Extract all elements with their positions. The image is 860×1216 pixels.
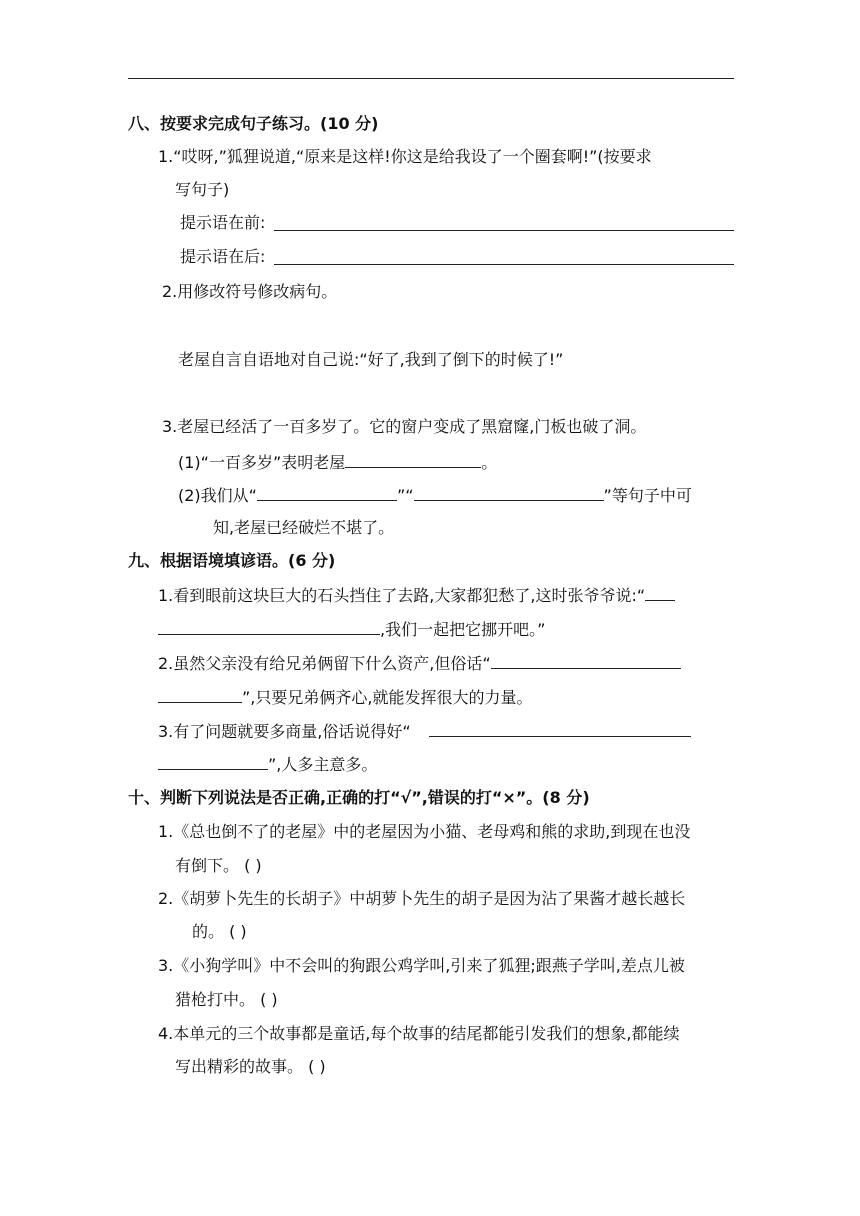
s10-q2-line2: 的。 ( ) [192,922,247,941]
section-10-title: 十、判断下列说法是否正确,正确的打“√”,错误的打“×”。(8 分) [128,788,590,807]
s8-q1-front-label: 提示语在前: [180,213,266,232]
s9-q2-text: 2.虽然父亲没有给兄弟俩留下什么资产,但俗话“ [158,654,491,673]
s10-q4-line2: 写出精彩的故事。 ( ) [175,1057,326,1076]
s9-q1-blank-start[interactable] [645,584,675,601]
s8-q3-2-blank-1[interactable] [257,484,397,501]
s9-q3-text: 3.有了问题就要多商量,俗话说得好“ [158,722,411,741]
s9-q1-end: ,我们一起把它挪开吧。” [380,620,546,639]
s9-q3-end: ”,人多主意多。 [268,755,378,774]
section-8-title: 八、按要求完成句子练习。(10 分) [128,114,379,133]
s8-q1-back-answer-line[interactable] [274,264,734,265]
s8-q1-front-answer-line[interactable] [274,230,734,231]
s8-q3-2-text-c: ”等句子中可 [603,486,692,505]
s9-q1-blank-cont[interactable] [158,618,380,635]
section-9-title: 九、根据语境填谚语。(6 分) [128,551,336,570]
s8-q3-1-text: (1)“一百多岁”表明老屋 [178,453,346,472]
s9-q3-line2 [158,753,377,776]
s9-q1-text: 1.看到眼前这块巨大的石头挡住了去路,大家都犯愁了,这时张爷爷说:“ [158,586,646,605]
s9-q2-end: ”,只要兄弟俩齐心,就能发挥很大的力量。 [242,688,533,707]
s9-q3-line1 [158,720,691,743]
s8-q3-2 [178,484,692,507]
s8-q3-2-text-b: ”“ [396,486,414,505]
top-rule [128,78,734,79]
s10-q1-line2: 有倒下。 ( ) [175,856,262,875]
s8-q1-back-label: 提示语在后: [180,247,266,266]
s9-q2-line1 [158,652,681,675]
s8-q3-1 [178,451,497,474]
s10-q3-line2: 猎枪打中。 ( ) [175,990,278,1009]
s8-q1-line1: 1.“哎呀,”狐狸说道,“原来是这样!你这是给我设了一个圈套啊!”(按要求 [158,147,652,166]
s8-q2-sentence: 老屋自言自语地对自己说:“好了,我到了倒下的时候了!” [178,350,564,369]
s10-q1-line1: 1.《总也倒不了的老屋》中的老屋因为小猫、老母鸡和熊的求助,到现在也没 [158,822,691,841]
s10-q4-line1: 4.本单元的三个故事都是童话,每个故事的结尾都能引发我们的想象,都能续 [158,1024,680,1043]
s8-q3: 3.老屋已经活了一百多岁了。它的窗户变成了黑窟窿,门板也破了洞。 [162,417,647,436]
s8-q2: 2.用修改符号修改病句。 [162,282,338,301]
s9-q3-blank-cont[interactable] [158,753,268,770]
s8-q3-2-blank-2[interactable] [414,484,604,501]
s9-q3-blank-start[interactable] [429,720,691,737]
s8-q3-1-end: 。 [481,453,498,472]
s9-q1-line1 [158,584,675,607]
s9-q2-blank-start[interactable] [491,652,681,669]
s8-q3-2-text-a: (2)我们从“ [178,486,257,505]
s8-q1-line2: 写句子) [175,180,230,199]
s9-q2-blank-cont[interactable] [158,686,242,703]
s10-q2-line1: 2.《胡萝卜先生的长胡子》中胡萝卜先生的胡子是因为沾了果酱才越长越长 [158,889,686,908]
s8-q3-1-blank[interactable] [345,451,481,468]
s9-q1-line2 [158,618,545,641]
s10-q3-line1: 3.《小狗学叫》中不会叫的狗跟公鸡学叫,引来了狐狸;跟燕子学叫,差点儿被 [158,956,685,975]
s9-q2-line2 [158,686,532,709]
s8-q3-2-line2: 知,老屋已经破烂不堪了。 [213,518,395,537]
